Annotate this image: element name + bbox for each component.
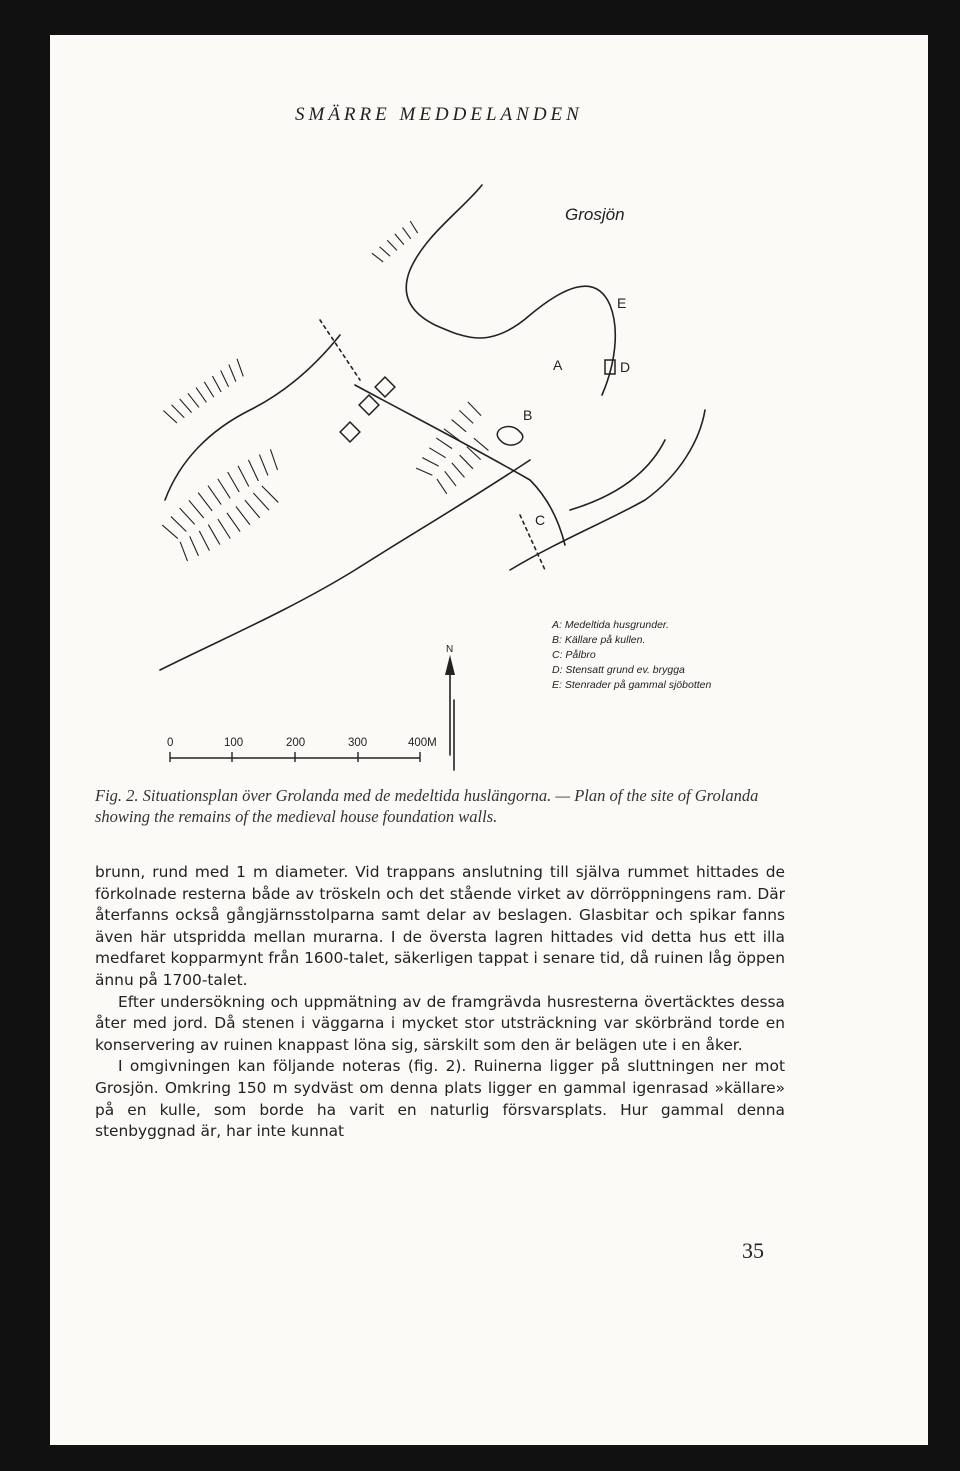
field-boundary-south xyxy=(160,460,530,670)
map-legend xyxy=(551,619,712,691)
scale-bar xyxy=(170,752,420,762)
house-foundations xyxy=(340,360,615,445)
body-text xyxy=(95,862,785,1143)
marker-e: E xyxy=(617,295,627,311)
scale-label: 0 xyxy=(167,737,174,749)
field-boundary-west xyxy=(165,335,340,500)
legend-item: D: Stensatt grund ev. brygga xyxy=(552,664,685,676)
legend-item: B: Källare på kullen. xyxy=(552,634,646,646)
paragraph: I omgivningen kan följande noteras (fig. 2). Ruinerna ligger på sluttningen ner mot Grosjön. Omkring 150 m sydväst om denna plats ligger en gammal igenrasad »källare» på en kulle, som borde ha varit en naturlig försvarsplats. Hur gammal denna stenbyggnad är, har inte kunnat xyxy=(95,1057,785,1141)
marker-a: A xyxy=(553,357,563,373)
paragraph: brunn, rund med 1 m diameter. Vid trappans anslutning till själva rummet hittades de förkolnade resterna både av tröskeln och det stående virket av dörröppningens ram. Där återfanns också gångjärnsstolparna samt delar av beslagen. Glasbitar och spikar fanns även här utspridda mellan murarna. I de översta lagren hittades vid detta hus ett illa medfaret kopparmynt från 1600-talet, säkerligen tappat i senare tid, då ruinen låg öppen ännu på 1700-talet. xyxy=(95,863,785,989)
path-line xyxy=(355,385,565,545)
marker-c: C xyxy=(535,512,546,528)
north-label: N xyxy=(446,644,454,655)
site-plan-map xyxy=(90,140,730,780)
page-number: 35 xyxy=(742,1238,764,1263)
paragraph: Efter undersökning och uppmätning av de framgrävda husresterna övertäcktes dessa åter med jord. Då stenen i väggarna i mycket stor utsträckning var skörbränd torde en konservering av ruinen knappast löna sig, särskilt som den är belägen ute i en åker. xyxy=(95,992,785,1054)
scale-label: 100 xyxy=(224,737,244,749)
legend-item: E: Stenrader på gammal sjöbotten xyxy=(552,679,712,691)
legend-item: C: Pålbro xyxy=(552,649,596,661)
marker-d: D xyxy=(620,359,631,375)
figure-caption: Fig. 2. Situationsplan över Grolanda med de medeltida huslängorna. — Plan of the site of Grolanda showing the remains of the medieval house foundation walls. xyxy=(95,786,759,826)
ridge-hachures xyxy=(159,221,504,566)
scale-label: 200 xyxy=(286,737,306,749)
running-head: SMÄRRE MEDDELANDEN xyxy=(295,104,583,125)
lake-label: Grosjön xyxy=(565,205,625,224)
legend-item: A: Medeltida husgrunder. xyxy=(552,619,669,631)
scale-label: 400M xyxy=(408,737,437,749)
marker-b: B xyxy=(523,407,533,423)
scale-label: 300 xyxy=(348,737,368,749)
dotted-line xyxy=(320,320,360,380)
